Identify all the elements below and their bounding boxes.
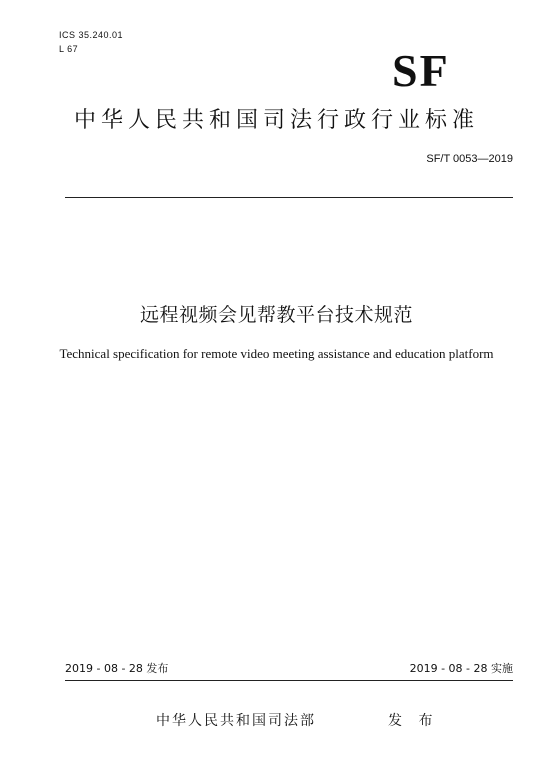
issue-date: 2019 - 08 - 28 发布	[65, 662, 169, 675]
implementation-date: 2019 - 08 - 28 实施	[409, 662, 513, 675]
header-divider	[65, 197, 513, 198]
sf-logo: SF	[392, 45, 450, 96]
document-title-chinese: 远程视频会见帮教平台技术规范	[139, 304, 413, 326]
issue-label: 发 布	[388, 713, 439, 729]
ics-code: ICS 35.240.01	[59, 30, 124, 40]
footer-divider	[65, 680, 513, 681]
standard-class-title: 中华人民共和国司法行政行业标准	[73, 108, 479, 133]
standard-number: SF/T 0053—2019	[426, 153, 513, 165]
document-title-english: Technical specification for remote video meeting assistance and education platform	[59, 346, 494, 361]
issuing-authority: 中华人民共和国司法部	[156, 713, 316, 729]
ccs-code: L 67	[59, 44, 79, 54]
